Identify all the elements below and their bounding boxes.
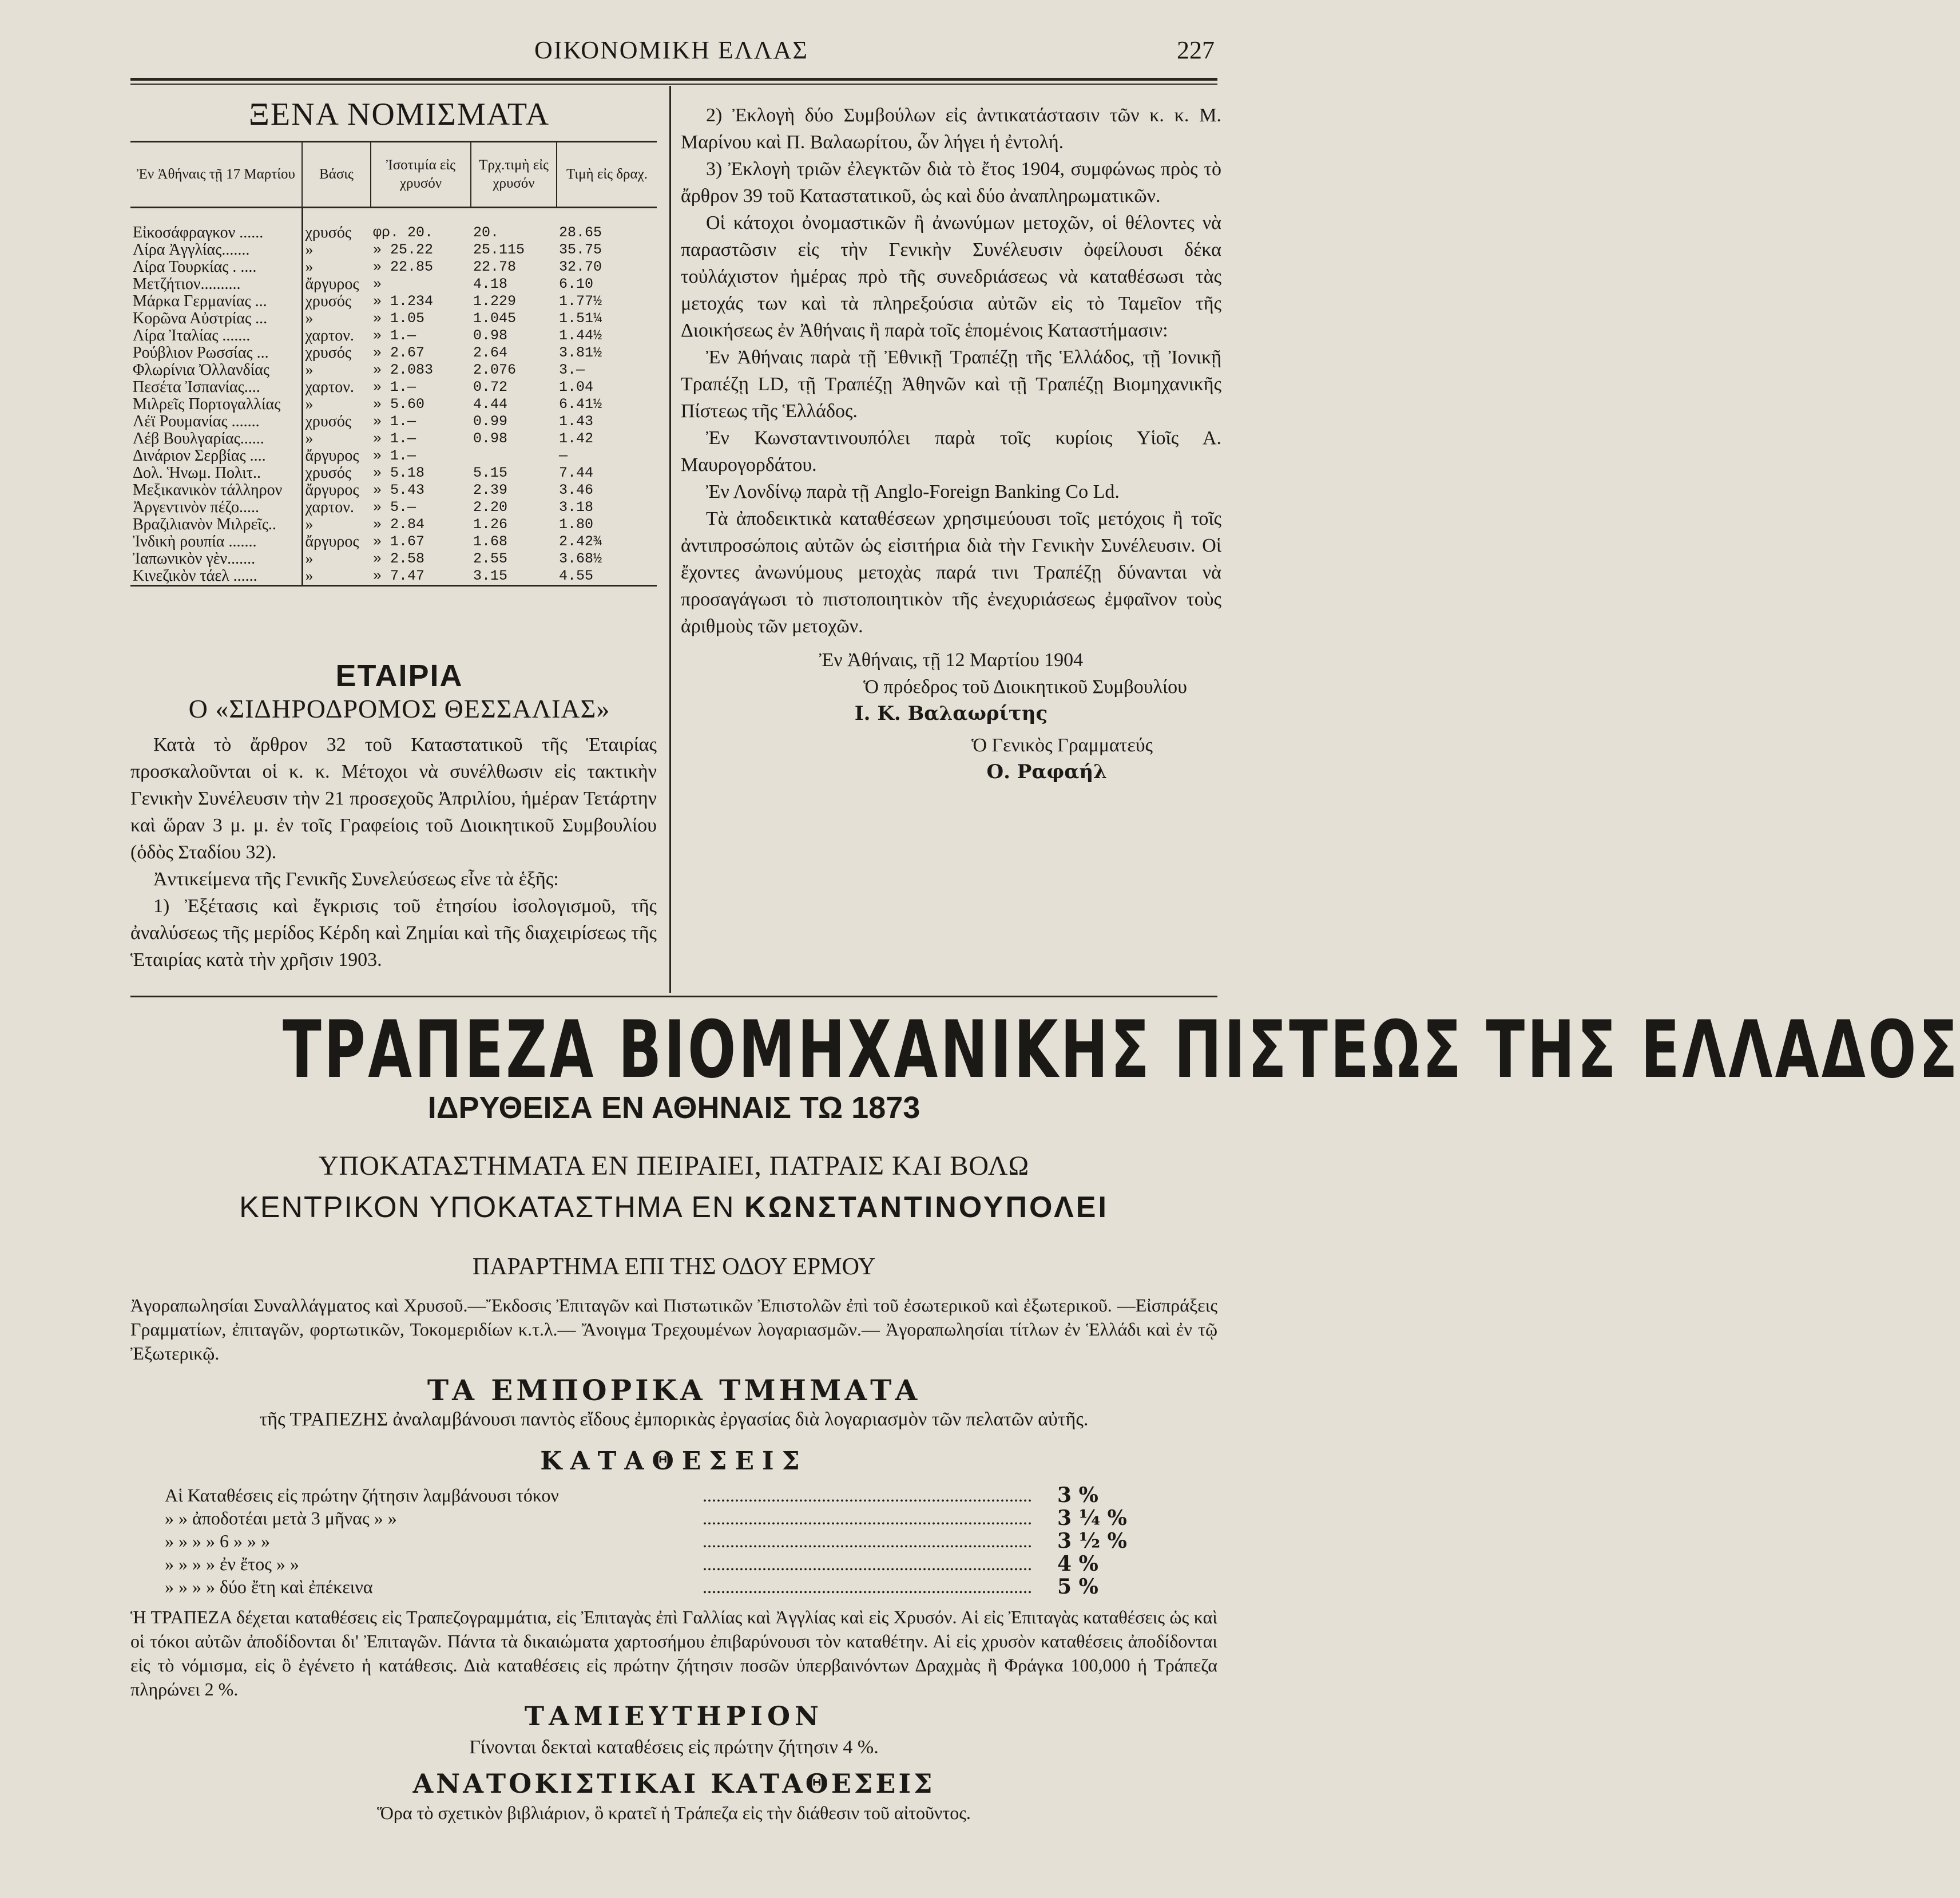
fx-cell-drachma: 1.04 (559, 379, 594, 395)
deposit-rate-row (130, 1576, 1217, 1598)
fx-cell-basis: » (302, 241, 371, 259)
fx-table-row (130, 413, 657, 430)
deposit-rate-row (130, 1530, 1217, 1552)
fx-table-row (130, 379, 657, 396)
fx-cell-drachma: 35.75 (559, 241, 602, 258)
fx-table-row (130, 276, 657, 293)
deposits-title: ΚΑΤΑΘΕΣΕΙΣ (540, 1447, 808, 1476)
deposit-rate-value: 5 % (1057, 1575, 1098, 1599)
fx-cell-gold: 2.64 (473, 344, 508, 361)
fx-cell-gold: 3.15 (471, 568, 557, 586)
fx-cell-gold: 0.98 (473, 430, 508, 447)
notice-paragraph: Ἀντικείμενα τῆς Γενικῆς Συνελεύσεως εἶνε τὰ ἑξῆς: (153, 869, 559, 890)
fx-cell-name: Κινεζικὸν τάελ ...... (130, 568, 302, 586)
fx-cell-gold: 1.68 (473, 533, 508, 550)
fx-cell-drachma: 2.42¾ (559, 533, 602, 550)
fx-cell-drachma: 32.70 (559, 259, 602, 275)
deposit-rate-label: » » ἀποδοτέαι μετὰ 3 μῆνας » » (165, 1508, 397, 1528)
compound-interest-text: Ὅρα τὸ σχετικὸν βιβλιάριον, ὃ κρατεῖ ἡ Τράπεζα εἰς τὴν διάθεσιν τοῦ αἰτοῦντος. (377, 1802, 971, 1823)
secretary-title: Ὁ Γενικὸς Γραμματεύς (971, 735, 1153, 756)
fx-table-row (130, 482, 657, 499)
fx-cell-gold: 4.44 (473, 396, 508, 413)
fx-cell-parity: » 25.22 (373, 241, 434, 258)
deposit-rate-leader: ........................................................................ (703, 1508, 1032, 1528)
fx-cell-basis: » (302, 259, 371, 276)
fx-cell-basis: ἄργυρος (302, 276, 371, 293)
deposit-rate-value: 3 % (1057, 1483, 1098, 1507)
deposit-rate-label: » » » » δύο ἔτη καὶ ἐπέκεινα (165, 1576, 373, 1597)
fx-cell-parity: » 1.— (373, 379, 416, 395)
fx-table (130, 141, 657, 587)
fx-col-parity: Ἰσοτιμία εἰς χρυσόν (371, 142, 471, 208)
fx-cell-gold: 2.20 (473, 499, 508, 516)
fx-table-row (130, 310, 657, 327)
fx-col-basis: Βάσις (302, 142, 371, 208)
compound-interest-title: ΑΝΑΤΟΚΙΣΤΙΚΑΙ ΚΑΤΑΘΕΣΕΙΣ (412, 1768, 935, 1799)
deposit-rate-row (130, 1507, 1217, 1529)
fx-cell-parity: φρ. 20. (373, 224, 434, 241)
fx-cell-basis: » (302, 396, 371, 413)
fx-cell-parity: » 7.47 (371, 568, 471, 586)
deposit-rate-value: 4 % (1057, 1552, 1098, 1576)
deposit-rate-label: » » » » ἐν ἔτος » » (165, 1554, 299, 1574)
notice-paragraph: Ἐν Ἀθήναις παρὰ τῇ Ἐθνικῇ Τραπέζῃ τῆς Ἑλλάδος, τῇ Ἰονικῇ Τραπέζῃ LD, τῇ Τραπέζῃ Ἀθηνῶν καὶ τῇ Τραπέζῃ Βιομηχανικῆς Πίστεως τῆς Ἑλλάδος. (681, 347, 1221, 422)
fx-cell-name: Λίρα Ἀγγλίας....... (133, 241, 250, 259)
fx-table-row (130, 344, 657, 362)
company-subtitle: Ο «ΣΙΔΗΡΟΔΡΟΜΟΣ ΘΕΣΣΑΛΙΑΣ» (188, 694, 610, 723)
fx-table-row (130, 208, 657, 242)
fx-cell-drachma: 1.42 (559, 430, 594, 447)
secretary-signature: Ο. Ραφαήλ (986, 760, 1107, 783)
bank-annex: ΠΑΡΑΡΤΗΜΑ ΕΠΙ ΤΗΣ ΟΔΟΥ ΕΡΜΟΥ (472, 1254, 876, 1280)
deposit-rate-label: Αἱ Καταθέσεις εἰς πρώτην ζήτησιν λαμβάνουσι τόκον (165, 1485, 559, 1505)
page-number: 227 (1177, 36, 1215, 64)
fx-cell-parity: » 22.85 (373, 259, 434, 275)
fx-cell-parity: » 1.— (373, 327, 416, 344)
header-rule (130, 78, 1217, 81)
fx-cell-parity: » 2.67 (373, 344, 425, 361)
fx-cell-drachma: 3.46 (559, 482, 594, 498)
notice-paragraph: 1) Ἐξέτασις καὶ ἔγκρισις τοῦ ἐτησίου ἰσολογισμοῦ, τῆς ἀναλύσεως τῆς μερίδος Κέρδη καὶ Ζημίαι καὶ τῆς διαχειρίσεως τῆς Ἑταιρίας κατὰ τὴν χρῆσιν 1903. (130, 895, 657, 970)
header-rule-thin (130, 84, 1217, 85)
fx-cell-basis: » (302, 516, 371, 533)
central-branch-city: ΚΩΝΣΤΑΝΤΙΝΟΥΠΟΛΕΙ (744, 1191, 1109, 1224)
deposit-rate-value: 3 ½ % (1057, 1529, 1127, 1553)
president-title: Ὁ πρόεδρος τοῦ Διοικητικοῦ Συμβουλίου (863, 676, 1187, 698)
section-rule (130, 996, 1217, 997)
fx-cell-gold: 4.18 (473, 276, 508, 292)
fx-cell-gold: 25.115 (473, 241, 525, 258)
fx-cell-drachma: 1.43 (559, 413, 594, 430)
notice-paragraph: Κατὰ τὸ ἄρθρον 32 τοῦ Καταστατικοῦ τῆς Ἑταιρίας προσκαλοῦνται οἱ κ. κ. Μέτοχοι νὰ συνέλθωσιν εἰς τακτικὴν Γενικὴν Συνέλευσιν τὴν 21 προσεχοῦς Ἀπριλίου, ἡμέραν Τετάρτην καὶ ὥραν 3 μ. μ. ἐν τοῖς Γραφείοις τοῦ Διοικητικοῦ Συμβουλίου (ὁδὸς Σταδίου 32). (130, 734, 657, 863)
deposit-rate-leader: ........................................................................ (703, 1485, 1032, 1505)
notice-date: Ἐν Ἀθήναις, τῇ 12 Μαρτίου 1904 (819, 649, 1084, 671)
central-branch-prefix: ΚΕΝΤΡΙΚΟΝ ΥΠΟΚΑΤΑΣΤΗΜΑ ΕΝ (239, 1191, 735, 1224)
fx-cell-name: Λίρα Τουρκίας . .... (133, 258, 257, 276)
fx-table-row (130, 533, 657, 550)
fx-cell-name: Βραζιλιανὸν Μιλρεῖς.. (133, 516, 276, 533)
fx-cell-parity: » (373, 276, 382, 292)
fx-cell-basis: χαρτον. (302, 379, 371, 396)
fx-cell-gold: 2.076 (473, 362, 517, 378)
running-header-title: ΟΙΚΟΝΟΜΙΚΗ ΕΛΛΑΣ (534, 36, 808, 64)
fx-table-title: ΞΕΝΑ ΝΟΜΙΣΜΑΤΑ (248, 97, 550, 132)
fx-cell-name: Λέϊ Ρουμανίας ....... (133, 413, 260, 430)
fx-cell-drachma: 1.51¼ (559, 310, 602, 327)
fx-table-body (130, 208, 657, 586)
fx-cell-basis: ἄργυρος (302, 482, 371, 499)
fx-cell-basis: χρυσός (302, 413, 371, 430)
fx-cell-name: Μάρκα Γερμανίας ... (133, 292, 267, 310)
fx-cell-gold: 20. (473, 224, 499, 241)
fx-table-row (130, 447, 657, 465)
fx-cell-parity: » 2.84 (373, 516, 425, 533)
bank-branches: ΥΠΟΚΑΤΑΣΤΗΜΑΤΑ ΕΝ ΠΕΙΡΑΙΕΙ, ΠΑΤΡΑΙΣ ΚΑΙ ΒΟΛΩ (318, 1151, 1030, 1181)
company-title: ΕΤΑΙΡΙΑ (335, 659, 463, 693)
fx-cell-parity: » 5.18 (373, 465, 425, 481)
savings-title: ΤΑΜΙΕΥΤΗΡΙΟΝ (524, 1701, 824, 1731)
fx-cell-name: Λίρα Ἰταλίας ....... (133, 327, 251, 344)
fx-cell-parity: » 1.05 (373, 310, 425, 327)
fx-cell-name: Ἰαπωνικὸν γὲν....... (133, 550, 256, 568)
fx-cell-drachma: 3.18 (559, 499, 594, 516)
fx-cell-name: Ἰνδικὴ ρουπία ....... (133, 533, 257, 550)
fx-cell-gold: 0.98 (473, 327, 508, 344)
fx-cell-basis: χρυσός (302, 208, 371, 242)
fx-cell-name: Μιλρεῖς Πορτογαλλίας (133, 395, 281, 413)
fx-cell-gold (471, 447, 557, 465)
deposit-rate-value: 3 ¼ % (1057, 1506, 1127, 1530)
fx-table-row (130, 396, 657, 413)
fx-cell-drachma: 3.— (559, 362, 585, 378)
fx-cell-drachma: 7.44 (559, 465, 594, 481)
company-notice-right (681, 102, 1221, 786)
fx-cell-parity: » 1.234 (373, 293, 434, 310)
commercial-text: τῆς ΤΡΑΠΕΖΗΣ ἀναλαμβάνουσι παντὸς εἴδους ἐμπορικὰς ἐργασίας διὰ λογαριασμὸν τῶν πελατῶν αὐτῆς. (259, 1409, 1089, 1430)
fx-cell-parity: » 5.— (373, 499, 416, 516)
fx-cell-parity: » 1.— (373, 413, 416, 430)
fx-cell-name: Ρούβλιον Ρωσσίας ... (133, 344, 269, 362)
fx-table-row (130, 465, 657, 482)
fx-col-drachma-price: Τιμὴ εἰς δραχ. (557, 142, 657, 208)
fx-cell-basis: » (302, 568, 371, 586)
fx-cell-parity: » 5.60 (373, 396, 425, 413)
fx-cell-basis: » (302, 550, 371, 568)
notice-paragraph: Ἐν Λονδίνῳ παρὰ τῇ Anglo-Foreign Banking Co Ld. (706, 481, 1120, 502)
deposit-rate-leader: ........................................................................ (703, 1531, 1032, 1551)
fx-cell-drachma: 1.77½ (559, 293, 602, 310)
deposit-rate-row (130, 1553, 1217, 1575)
bank-services: Ἀγοραπωλησίαι Συναλλάγματος καὶ Χρυσοῦ.—Ἔκδοσις Ἐπιταγῶν καὶ Πιστωτικῶν Ἐπιστολῶν ἐπὶ τοῦ ἐσωτερικοῦ καὶ ἐξωτερικοῦ. —Εἰσπράξεις Γραμματίων, ἐπιταγῶν, φορτωτικῶν, Τοκομεριδίων κ.τ.λ.— Ἄνοιγμα Τρεχουμένων λογαριασμῶν.— Ἀγοραπωλησίαι τίτλων ἐν Ἑλλάδι καὶ ἐν τῷ Ἐξωτερικῷ. (130, 1295, 1217, 1364)
fx-cell-basis: χαρτον. (302, 327, 371, 344)
fx-table-row (130, 241, 657, 259)
fx-cell-basis: χρυσός (302, 344, 371, 362)
commercial-title: ΤΑ ΕΜΠΟΡΙΚΑ ΤΜΗΜΑΤΑ (427, 1373, 921, 1407)
fx-cell-parity: » 2.58 (373, 550, 425, 567)
fx-cell-drachma: 6.10 (559, 276, 594, 292)
bank-name-banner: ΤΡΑΠΕΖΑ ΒΙΟΜΗΧΑΝΙΚΗΣ ΠΙΣΤΕΩΣ ΤΗΣ ΕΛΛΑΔΟΣ (283, 1004, 1960, 1096)
fx-cell-basis: ἄργυρος (302, 447, 371, 465)
fx-cell-name: Εἰκοσάφραγκον ...... (133, 224, 264, 241)
fx-cell-name: Ἀργεντινὸν πέζο..... (133, 498, 260, 516)
bank-founded: ΙΔΡΥΘΕΙΣΑ ΕΝ ΑΘΗΝΑΙΣ ΤΩ 1873 (427, 1091, 921, 1125)
fx-cell-drachma: 4.55 (557, 568, 657, 586)
fx-cell-basis: χρυσός (302, 465, 371, 482)
fx-cell-parity: » 1.— (373, 430, 416, 447)
fx-cell-gold: 1.045 (473, 310, 517, 327)
fx-table-row (130, 550, 657, 568)
fx-cell-name: Κορῶνα Αὐστρίας ... (133, 310, 268, 327)
treasury-text: Ἡ ΤΡΑΠΕΖΑ δέχεται καταθέσεις εἰς Τραπεζογραμμάτια, εἰς Ἐπιταγὰς ἐπὶ Γαλλίας καὶ Ἀγγλίας καὶ εἰς Χρυσόν. Αἱ εἰς Ἐπιταγὰς καταθέσεις ὡς καὶ οἱ τόκοι αὐτῶν ἀποδίδονται δι' Ἐπιταγῶν. Πάντα τὰ δικαιώματα χαρτοσήμου ἐπιβαρύνουσι τὸν καταθέτην. Αἱ εἰς χρυσὸν καταθέσεις ἀποδίδονται εἰς τὸ νόμισμα, εἰς ὃ ἐγένετο ἡ κατάθεσις. Διὰ καταθέσεις εἰς πρώτην ζήτησιν ποσῶν ὑπερβαινόντων Δραχμὰς ἢ Φράγκα 100,000 ἡ Τράπεζα πληρώνει 2 %. (130, 1607, 1217, 1699)
notice-paragraph: Τὰ ἀποδεικτικὰ καταθέσεων χρησιμεύουσι τοῖς μετόχοις ἢ τοῖς ἀντιπροσώποις αὐτῶν ὡς εἰσιτήρια διὰ τὴν Γενικὴν Συνέλευσιν. Οἱ ἔχοντες ἀνωνύμους μετοχὰς παρά τινι Τραπέζῃ δύνανται νὰ προσαγάγωσι τὸ πιστοποιητικὸν τῆς ἐνεχυριάσεως ἐμφαῖνον τοὺς ἀριθμοὺς τῶν μετοχῶν. (681, 508, 1221, 637)
fx-cell-basis: » (302, 310, 371, 327)
fx-cell-gold: 0.99 (473, 413, 508, 430)
fx-cell-basis: χαρτον. (302, 499, 371, 516)
fx-cell-gold: 1.229 (473, 293, 517, 310)
fx-table-row (130, 568, 657, 586)
fx-cell-drachma: 6.41½ (559, 396, 602, 413)
fx-table-row (130, 430, 657, 447)
fx-table-row (130, 516, 657, 533)
deposit-rate-label: » » » » 6 » » » (165, 1531, 270, 1551)
fx-cell-name: Λέβ Βουλγαρίας...... (133, 430, 264, 447)
fx-table-row (130, 327, 657, 344)
fx-cell-name: Δινάριον Σερβίας .... (133, 447, 266, 465)
fx-cell-drachma: — (559, 447, 568, 464)
fx-cell-drachma: 1.44½ (559, 327, 602, 344)
fx-cell-gold: 5.15 (473, 465, 508, 481)
deposit-rate-leader: ........................................................................ (703, 1554, 1032, 1574)
fx-cell-name: Δολ. Ἡνωμ. Πολιτ.. (133, 464, 261, 482)
fx-cell-gold: 22.78 (473, 259, 517, 275)
fx-cell-name: Μεξικανικὸν τάλληρον (133, 481, 283, 499)
company-notice-left (130, 731, 657, 973)
fx-col-gold-price: Τρχ.τιμὴ εἰς χρυσόν (471, 142, 557, 208)
notice-paragraph: Οἱ κάτοχοι ὀνομαστικῶν ἢ ἀνωνύμων μετοχῶν, οἱ θέλοντες νὰ παραστῶσιν εἰς τὴν Γενικὴν Συνέλευσιν ὀφείλουσι δέκα τοὐλάχιστον ἡμέρας πρὸ τῆς συνεδριάσεως νὰ καταθέσωσι τὰς μετοχάς των καὶ τὰ πληρεξούσια αὐτῶν εἰς τὸ Ταμεῖον τῆς Διοικήσεως ἐν Ἀθήναις ἢ παρὰ τοῖς ἑπομένοις Καταστήμασιν: (681, 212, 1221, 341)
fx-cell-gold: 0.72 (473, 379, 508, 395)
fx-cell-name: Μετζήτιον.......... (133, 275, 241, 293)
fx-cell-gold: 1.26 (473, 516, 508, 533)
fx-table-row (130, 293, 657, 310)
fx-cell-parity: » 2.083 (373, 362, 434, 378)
fx-cell-name: Πεσέτα Ἰσπανίας.... (133, 378, 260, 396)
fx-table-row (130, 362, 657, 379)
fx-cell-drachma: 1.80 (559, 516, 594, 533)
fx-cell-parity: » 1.67 (373, 533, 425, 550)
bank-central-branch (130, 1190, 1217, 1225)
fx-header-row (130, 142, 657, 208)
fx-cell-gold: 2.55 (473, 550, 508, 567)
fx-table-row (130, 499, 657, 516)
fx-cell-drachma: 3.68½ (559, 550, 602, 567)
notice-paragraph: 2) Ἐκλογὴ δύο Συμβούλων εἰς ἀντικατάστασιν τῶν κ. κ. Μ. Μαρίνου καὶ Π. Βαλαωρίτου, ὧν λήγει ἡ ἐντολή. (681, 105, 1221, 153)
fx-cell-basis: ἄργυρος (302, 533, 371, 550)
deposit-rate-leader: ........................................................................ (703, 1576, 1032, 1597)
fx-cell-basis: » (302, 362, 371, 379)
fx-cell-gold: 2.39 (473, 482, 508, 498)
savings-text: Γίνονται δεκταὶ καταθέσεις εἰς πρώτην ζήτησιν 4 %. (469, 1737, 879, 1758)
fx-cell-basis: χρυσός (302, 293, 371, 310)
fx-cell-drachma: 28.65 (559, 224, 602, 241)
fx-cell-basis: » (302, 430, 371, 447)
fx-cell-parity: » 5.43 (373, 482, 425, 498)
notice-paragraph: 3) Ἐκλογὴ τριῶν ἐλεγκτῶν διὰ τὸ ἔτος 1904, συμφώνως πρὸς τὸ ἄρθρον 39 τοῦ Καταστατικοῦ, ὡς καὶ δύο ἀναπληρωματικῶν. (681, 159, 1221, 207)
fx-cell-drachma: 3.81½ (559, 344, 602, 361)
fx-cell-name: Φλωρίνια Ὀλλανδίας (133, 361, 269, 379)
column-divider (669, 86, 671, 993)
deposit-rate-row (130, 1484, 1217, 1506)
president-signature: Ι. Κ. Βαλαωρίτης (854, 702, 1048, 725)
fx-table-row (130, 259, 657, 276)
notice-paragraph: Ἐν Κωνσταντινουπόλει παρὰ τοῖς κυρίοις Υἱοῖς Α. Μαυρογορδάτου. (681, 427, 1221, 476)
fx-col-date: Ἐν Ἀθήναις τῇ 17 Μαρτίου (130, 142, 302, 208)
fx-cell-parity: » 1.— (373, 447, 416, 464)
